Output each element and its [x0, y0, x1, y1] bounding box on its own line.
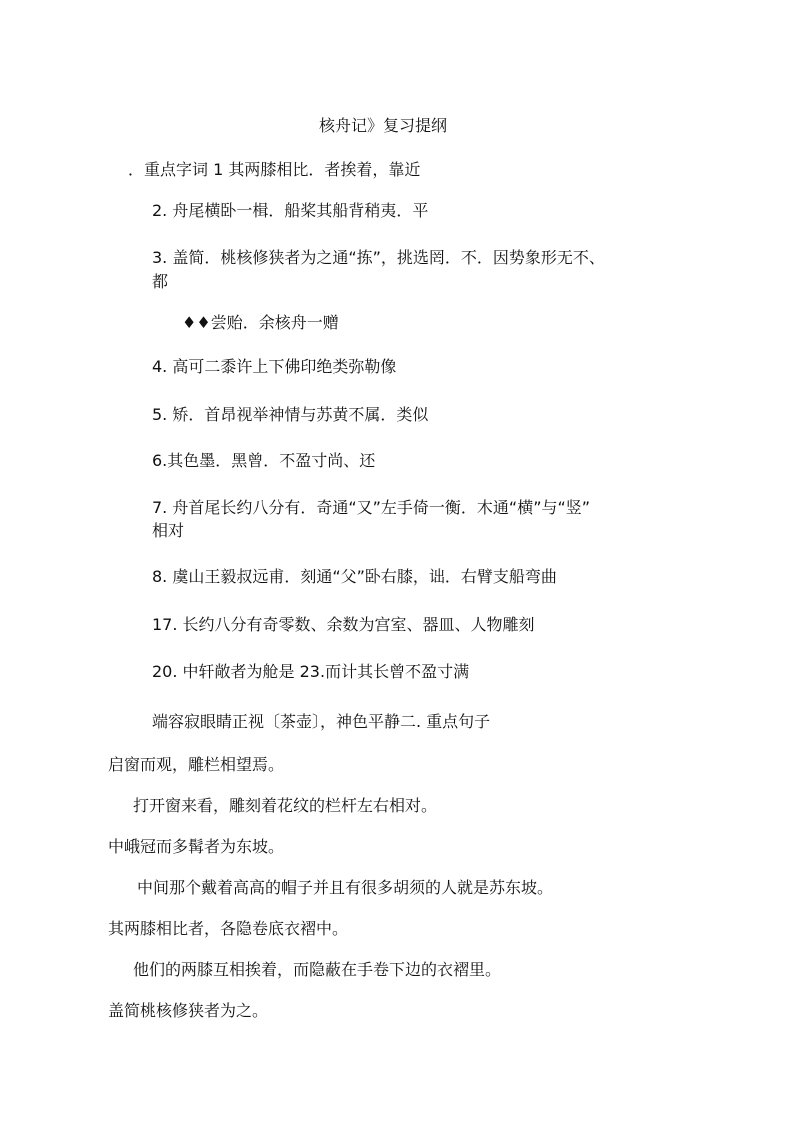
sentence-translation-1: 打开窗来看，雕刻着花纹的栏杆左右相对。	[133, 796, 438, 815]
vocab-item-7: 7. 舟首尾长约八分有．奇通“又”左手倚一衡．木通“横”与“竖”	[152, 498, 591, 517]
sentence-original-2: 中峨冠而多髯者为东坡。	[108, 837, 285, 856]
vocab-item-2: 2. 舟尾横卧一楫．船桨其船背稍夷．平	[152, 201, 429, 220]
document-title: 核舟记》复习提纲	[319, 116, 448, 135]
vocab-item-closing: 端容寂眼睛正视〔茶壶〕，神色平静二. 重点句子	[152, 712, 491, 731]
sentence-translation-2: 中间那个戴着高高的帽子并且有很多胡须的人就是苏东坡。	[137, 878, 554, 897]
vocab-item-bullet: ♦♦尝贻．余核舟一赠	[182, 313, 339, 332]
section-heading-key-words: ．重点字词 1 其两膝相比．者挨着，靠近	[128, 160, 421, 179]
vocab-item-5: 5. 矫．首昂视举神情与苏黄不属．类似	[152, 405, 429, 424]
vocab-item-7-continued: 相对	[152, 521, 185, 540]
vocab-item-3-continued: 都	[152, 272, 169, 291]
vocab-item-8: 8. 虞山王毅叔远甫．刻通“父”卧右膝，诎．右臂支船弯曲	[152, 567, 557, 586]
sentence-original-4: 盖简桃核修狭者为之。	[108, 1001, 269, 1020]
sentence-translation-3: 他们的两膝互相挨着，而隐蔽在手卷下边的衣褶里。	[133, 960, 502, 979]
vocab-item-3: 3. 盖简．桃核修狭者为之通“拣”，挑选罔．不．因势象形无不、	[152, 248, 605, 267]
vocab-item-17: 17. 长约八分有奇零数、余数为宫室、器皿、人物雕刻	[152, 615, 535, 634]
vocab-item-4: 4. 高可二黍许上下佛印绝类弥勒像	[152, 357, 397, 376]
vocab-item-20: 20. 中轩敞者为舱是 23.而计其长曾不盈寸满	[152, 662, 470, 681]
sentence-original-1: 启窗而观，雕栏相望焉。	[108, 755, 285, 774]
sentence-original-3: 其两膝相比者，各隐卷底衣褶中。	[108, 919, 349, 938]
vocab-item-6: 6.其色墨．黑曾．不盈寸尚、还	[152, 451, 376, 470]
